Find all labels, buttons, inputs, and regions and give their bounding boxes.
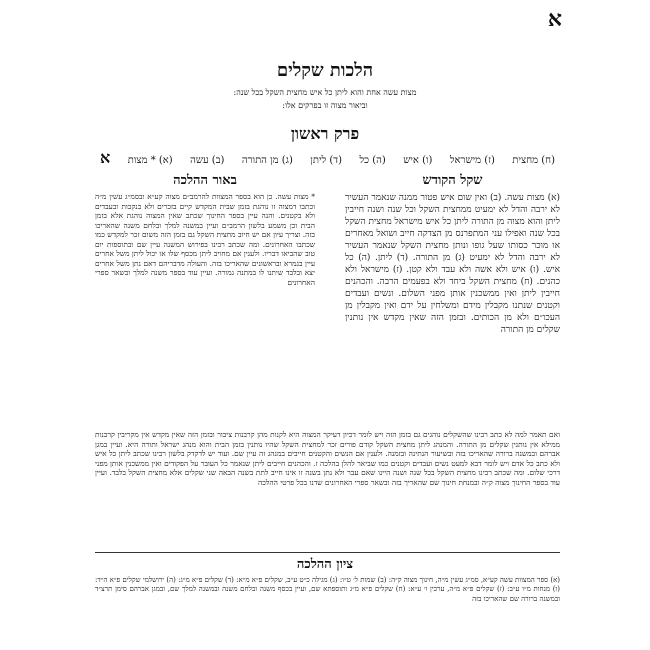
tziyun-halacha-title: ציון ההלכה: [296, 557, 354, 572]
mitzva-item: (ה) כל: [359, 155, 386, 166]
mitzva-item: (ב) עשה: [190, 155, 225, 166]
mitzva-item: (ח) מחצית: [512, 155, 555, 166]
mitzva-item: (ז) מישראל: [449, 155, 495, 166]
biur-halacha-title: באור ההלכה: [173, 173, 237, 188]
page-letter: א: [547, 6, 562, 32]
shekel-hakodesh-title: שקל הקודש: [422, 173, 483, 188]
tziyun-halacha-text: (א) ספר המצוות עשה קע״א, סמ״ג עשין מ״ה, חינוך מצוה ק״ה: (ב) שמות ל׳ ט״ו: (ג) מגילה כ״ט ע״ב, שקלים פ״א מ״א: (ד) שקלים פ״א מ״ג: (ה) ירושלמי שקלים פ״א ה״ד: (ו) מנחות מ״ו ע״ב: (ז) שקלים פ״א מ״ה, ערכין ו׳ ע״א: (ח) שקלים פ״א מ״ג ותוספתא שם, ועיין בכסף משנה ובלחם משנה ובמשנה למלך שם, ובמגן אברהם סימן תרצ״ד ובמשנה ברורה שם שהאריכו בזה: [95, 576, 560, 603]
intro-line-1: מצות עשה אחת והוא ליתן כל איש מחצית השקל בכל שנה:: [233, 88, 417, 97]
chapter-title: פרק ראשון: [290, 124, 360, 143]
commentary-continuation: ואם תאמר למה לא כתב רבינו שהשקלים נוהגים גם בזמן הזה ויש לומר דכיון דעיקר המצוה היא לקנות מהן קרבנות ציבור ובזמן הזה שאין מקדש אין מקריבין קרבנות ממילא אין נותנין שקלים מן התורה. והמנהג ליתן מחצית השקל קודם פורים זכר למחצית השקל שהיו נותנין בזמן הבית והוא מנהג ישראל ותורה היא. ועיין במגן אברהם ובמשנה ברורה שהאריכו בזה ובשיעור הנתינה ובזמנה. ולענין אם הנשים והקטנים חייבים במנהג זה עיין שם. ועוד יש לדקדק בלשון רבינו שכתב ליתן כל איש ולא כתב כל אדם ויש לומר דבא למעט נשים ועבדים וקטנים כמו שביאר להלן בהלכה ז. והכהנים חייבים ליתן שנאמר כל העובר על הפקודים ואין ממשכנין אותן מפני דרכי שלום. ומה שכתב רבינו מחצית השקל בכל שנה ושנה היינו שאם עבר ולא נתן בשנה זו אינו חייב לתת בשנה הבאה שני שקלים אלא מחצית השקל בלבד. ועיין עוד בספר החינוך מצוה ק״ה ובמנחת חינוך שם שהאריך בזה ובשאר ספרי האחרונים שדנו בכל פרטי ההלכה: [95, 430, 560, 487]
mitzva-item: (ו) איש: [403, 155, 433, 166]
mitzva-item: (א) * מצות: [127, 155, 173, 166]
mitzvot-row: [100, 148, 555, 168]
intro-text: [150, 86, 500, 112]
section-divider: [95, 552, 560, 553]
biur-halacha-text: * מצות עשה. כן הוא בספר המצוות להרמב״ם מצוה קע״א ובסמ״ג עשין מ״ה וכתבו דמצוה זו נוהגת בזמן שבית המקדש קיים בזכרים ולא בנקבות ובעבדים ולא בקטנים. והנה עיין בספר החינוך שכתב שאין המצוה נוהגת אלא בזמן הבית וכן משמע בלשון הרמב״ם ועיין במשנה למלך ובלחם משנה שהאריכו בזה. וצריך עיון אם יש חיוב מחצית השקל גם בזמן הזה משום זכר למקדש כמו שכתבו האחרונים. ומה שכתב רבינו בפירוש המשנה עיין שם ובתוספות יום טוב שהביאו דבריו. ולענין אם מחויב ליתן מכסף שלו או יכול ליתן משל אחרים עיין בגמרא ובראשונים שהאריכו בזה. והעולה מדבריהם דאם נתן משל אחרים יצא ובלבד שיתנו לו במתנה גמורה. ועיין עוד בספר משנה למלך ובשאר ספרי האחרונים: [95, 192, 315, 287]
mitzva-item: (ד) ליתן: [310, 155, 343, 166]
intro-line-2: וביאור מצוה זו בפרקים אלו:: [282, 101, 368, 110]
halacha-number: א: [100, 148, 111, 167]
mitzva-item: (ג) מן התורה: [241, 155, 293, 166]
hilchot-title: הלכות שקלים: [276, 60, 374, 81]
shekel-hakodesh-text: (א) מצות עשה. (ב) ואין שום איש פטור ממנה שנאמר העשיר לא ירבה והדל לא ימעיט ממחצית השקל וכל שנה ושנה חייבין ליתן והוא מצוה מן התורה ליתן כל איש מישראל מחצית השקל בכל שנה ואפילו עני המתפרנס מן הצדקה חייב ושואל מאחרים או מוכר כסותו שעל גופו ונותן מחצית השקל שנאמר העשיר לא ירבה והדל לא ימעיט (ג) מן התורה. (ד) ליתן. (ה) כל איש. (ו) איש ולא אשה ולא עבד ולא קטן. (ז) מישראל ולא כהנים. (ח) מחצית השקל ביחד ולא בפעמים הרבה. והכהנים חייבין ליתן ואין ממשכנין אותן מפני השלום. ונשים ועבדים וקטנים שנתנו מקבלין מידם ומשלחין על ידם ואין מקבלין מן העכו״ם ולא מן הכותים. ובזמן הזה שאין מקדש אין נותנין שקלים מן התורה: [345, 193, 560, 335]
